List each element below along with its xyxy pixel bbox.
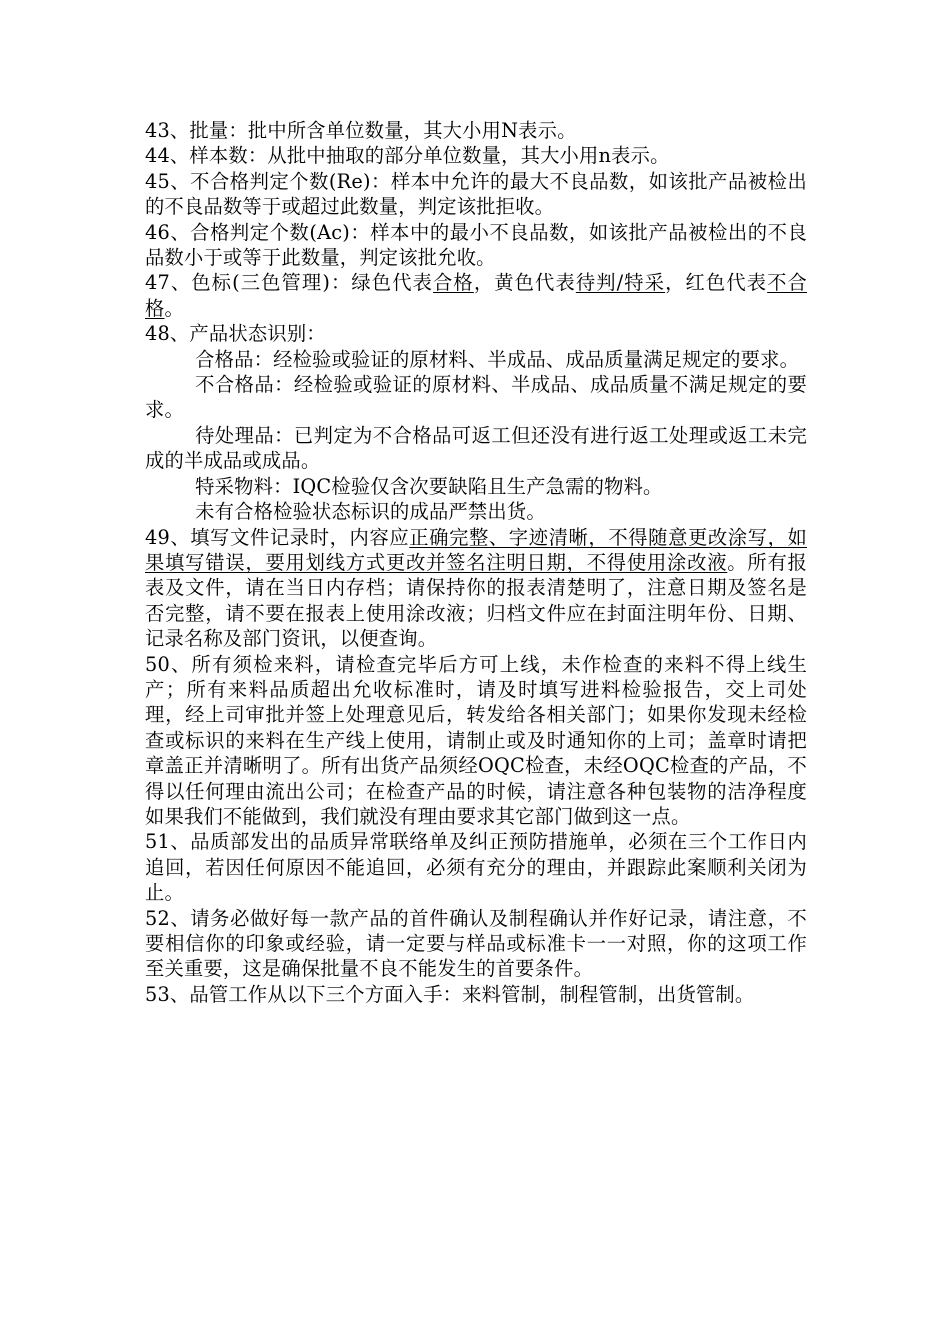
item-47-text: 47、色标(三色管理)：绿色代表 <box>145 271 434 295</box>
status-special-release: 特采物料：IQC检验仅含次要缺陷且生产急需的物料。 <box>195 474 663 498</box>
item-49-underlined: 正确完整、字迹清晰，不得随意更改涂写，如果填写错误，要用划线方式更改并签名注明日期，不得使用涂改液 <box>145 525 807 574</box>
status-qualified: 合格品：经检验或验证的原材料、半成品、成品质量满足规定的要求。 <box>195 347 800 371</box>
item-53: 53、品管工作从以下三个方面入手：来料管制，制程管制，出货管制。 <box>145 982 755 1006</box>
status-nonconforming: 不合格品：经检验或验证的原材料、半成品、成品质量不满足规定的要求。 <box>145 373 807 422</box>
item-49-suffix: 。所有报表及文件，请在当日内存档；请保持你的报表清楚明了，注意日期及签名是否完整，请不要在报表上使用涂改液；归档文件应在封面注明年份、日期、记录名称及部门资讯，以便查询。 <box>145 550 807 651</box>
item-50: 50、所有须检来料，请检查完毕后方可上线，未作检查的来料不得上线生产；所有来料品质超出允收标准时，请及时填写进料检验报告，交上司处理，经上司审批并签上处理意见后，转发给各相关部门；如果你发现未经检查或标识的来料在生产线上使用，请制止或及时通知你的上司；盖章时请把章盖正并清晰明了。所有出货产品须经OQC检查，未经OQC检查的产品，不得以任何理由流出公司；在检查产品的时候，请注意各种包装物的洁净程度如果我们不能做到，我们就没有理由要求其它部门做到这一点。 <box>145 652 807 828</box>
item-46: 46、合格判定个数(Ac)：样本中的最小不良品数，如该批产品被检出的不良品数小于或等于此数量，判定该批允收。 <box>145 220 807 270</box>
item-47-text: ，黄色代表 <box>473 271 576 295</box>
item-47-text: 。 <box>164 296 184 320</box>
green-label: 合格 <box>433 271 474 295</box>
item-43: 43、批量：批中所含单位数量，其大小用N表示。 <box>145 119 577 142</box>
item-47-text: ，红色代表 <box>665 271 768 295</box>
item-49-prefix: 49、填写文件记录时，内容应 <box>145 525 410 549</box>
item-52: 52、请务必做好每一款产品的首件确认及制程确认并作好记录，请注意，不要相信你的印象或经验，请一定要与样品或标准卡一一对照，你的这项工作至关重要，这是确保批量不良不能发生的首要条件。 <box>145 906 807 981</box>
item-47 <box>145 270 807 321</box>
item-45: 45、不合格判定个数(Re)：样本中允许的最大不良品数，如该批产品被检出的不良品数等于或超过此数量，判定该批拒收。 <box>145 169 807 219</box>
document-page <box>145 118 807 1007</box>
item-48: 48、产品状态识别： <box>145 322 326 346</box>
item-51: 51、品质部发出的品质异常联络单及纠正预防措施单，必须在三个工作日内追回，若因任何原因不能追回，必须有充分的理由，并跟踪此案顺利关闭为止。 <box>145 830 807 905</box>
status-shipping-rule: 未有合格检验状态标识的成品严禁出货。 <box>195 500 546 524</box>
status-pending: 待处理品：已判定为不合格品可返工但还没有进行返工处理或返工未完成的半成品或成品。 <box>145 423 807 473</box>
item-49 <box>145 525 807 652</box>
red-label: 不合格 <box>145 271 808 320</box>
yellow-label: 待判/特采 <box>575 271 666 295</box>
item-44: 44、样本数：从批中抽取的部分单位数量，其大小用n表示。 <box>145 144 670 168</box>
